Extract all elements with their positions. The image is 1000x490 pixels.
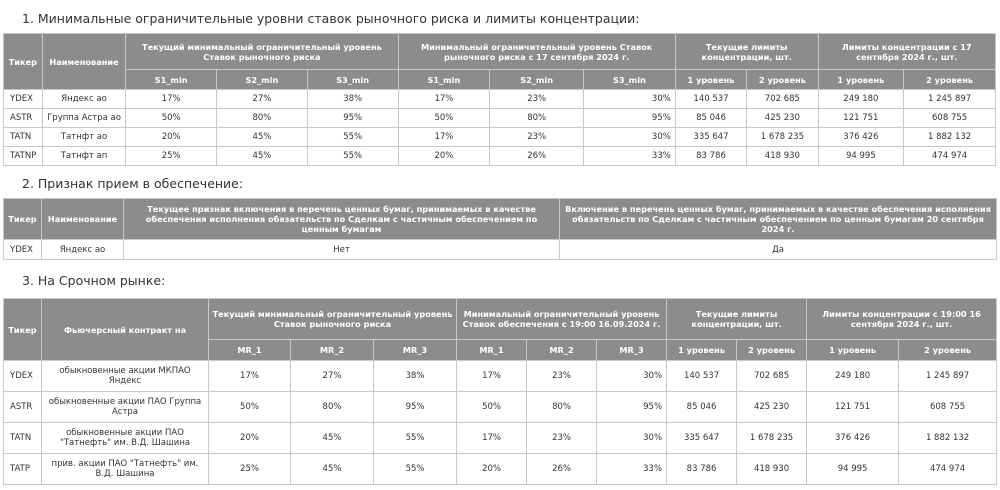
col-current-limits: Текущие лимиты концентрации, шт. — [675, 34, 818, 70]
value-cell: 94 995 — [807, 454, 899, 485]
section2-heading: 2. Признак прием в обеспечение: — [22, 176, 244, 191]
value-cell: 80% — [527, 392, 597, 423]
value-cell: 608 755 — [899, 392, 997, 423]
value-cell: 80% — [217, 109, 308, 128]
col-ticker: Тикер — [4, 199, 42, 240]
value-cell: 30% — [597, 361, 667, 392]
value-cell: 85 046 — [675, 109, 746, 128]
section3-heading: 3. На Срочном рынке: — [22, 273, 166, 288]
table-row — [4, 109, 996, 128]
col-future-min: Минимальный ограничительный уровень Ставок рыночного риска с 17 сентября 2024 г. — [398, 34, 675, 70]
value-cell: 20% — [457, 454, 527, 485]
ticker-cell: YDEX — [4, 90, 43, 109]
value-cell: 27% — [217, 90, 308, 109]
value-cell: 50% — [209, 392, 291, 423]
value-cell: 95% — [374, 392, 457, 423]
value-cell: 376 426 — [818, 128, 904, 147]
value-cell: 95% — [597, 392, 667, 423]
table-row — [4, 392, 997, 423]
subcol: S2_min — [490, 70, 584, 90]
subcol: 1 уровень — [818, 70, 904, 90]
value-cell: 20% — [209, 423, 291, 454]
value-cell: 45% — [291, 423, 374, 454]
name-cell: Группа Астра ао — [42, 109, 126, 128]
table-row — [4, 423, 997, 454]
value-cell: 1 678 235 — [747, 128, 818, 147]
col-name: Наименование — [42, 199, 124, 240]
name-cell: Яндекс ао — [42, 240, 124, 260]
subcol: S2_min — [217, 70, 308, 90]
value-cell: 376 426 — [807, 423, 899, 454]
value-cell: 83 786 — [667, 454, 737, 485]
value-cell: 95% — [307, 109, 398, 128]
subcol: 1 уровень — [675, 70, 746, 90]
value-cell: 55% — [374, 423, 457, 454]
value-cell: 25% — [209, 454, 291, 485]
ticker-cell: YDEX — [4, 361, 42, 392]
value-cell: 418 930 — [737, 454, 807, 485]
subcol: 2 уровень — [904, 70, 996, 90]
subcol: MR_3 — [374, 340, 457, 361]
futures-table — [3, 298, 997, 485]
col-current-collateral: Текущее признак включения в перечень ценных бумаг, принимаемых в качестве обеспечения исполнения обязательств по Сделкам с частичным обеспечением по ценным бумагам — [124, 199, 560, 240]
value-cell: 335 647 — [675, 128, 746, 147]
section1-heading: 1. Минимальные ограничительные уровни ставок рыночного риска и лимиты концентрации: — [22, 11, 640, 26]
subcol: MR_1 — [457, 340, 527, 361]
value-cell: 425 230 — [737, 392, 807, 423]
table-row — [4, 240, 997, 260]
table-row — [4, 90, 996, 109]
subcol: S1_min — [126, 70, 217, 90]
table-row — [4, 147, 996, 166]
table-row — [4, 454, 997, 485]
value-cell: 418 930 — [747, 147, 818, 166]
contract-cell: обыкновенные акции ПАО Группа Астра — [42, 392, 209, 423]
value-cell: 33% — [584, 147, 676, 166]
ticker-cell: TATP — [4, 454, 42, 485]
value-cell: 85 046 — [667, 392, 737, 423]
name-cell: Татнфт ап — [42, 147, 126, 166]
value-cell: 45% — [217, 147, 308, 166]
value-cell: 474 974 — [904, 147, 996, 166]
subcol: 2 уровень — [737, 340, 807, 361]
col-ticker: Тикер — [4, 299, 42, 361]
value-cell: 50% — [126, 109, 217, 128]
subcol: 2 уровень — [899, 340, 997, 361]
subcol: S3_min — [307, 70, 398, 90]
subcol: S1_min — [398, 70, 490, 90]
value-cell: 140 537 — [667, 361, 737, 392]
value-cell: 33% — [597, 454, 667, 485]
value-cell: 55% — [307, 128, 398, 147]
subcol: 1 уровень — [807, 340, 899, 361]
col-name: Наименование — [42, 34, 126, 90]
value-cell: 83 786 — [675, 147, 746, 166]
value-cell: 38% — [374, 361, 457, 392]
col-current-min: Текущий минимальный ограничительный уровень Ставок рыночного риска — [209, 299, 457, 340]
value-cell: 17% — [457, 423, 527, 454]
value-cell: 20% — [398, 147, 490, 166]
value-cell: 17% — [209, 361, 291, 392]
value-cell: 1 882 132 — [904, 128, 996, 147]
value-cell: 121 751 — [807, 392, 899, 423]
value-cell: 27% — [291, 361, 374, 392]
value-cell: Нет — [124, 240, 560, 260]
value-cell: 50% — [398, 109, 490, 128]
contract-cell: обыкновенные акции МКПАО Яндекс — [42, 361, 209, 392]
value-cell: 45% — [217, 128, 308, 147]
value-cell: 94 995 — [818, 147, 904, 166]
value-cell: 26% — [527, 454, 597, 485]
value-cell: 80% — [490, 109, 584, 128]
value-cell: 95% — [584, 109, 676, 128]
value-cell: 702 685 — [737, 361, 807, 392]
value-cell: 45% — [291, 454, 374, 485]
col-current-min: Текущий минимальный ограничительный уровень Ставок рыночного риска — [126, 34, 398, 70]
value-cell: 249 180 — [818, 90, 904, 109]
subcol: S3_min — [584, 70, 676, 90]
value-cell: 140 537 — [675, 90, 746, 109]
subcol: MR_1 — [209, 340, 291, 361]
subcol: 1 уровень — [667, 340, 737, 361]
table-row — [4, 128, 996, 147]
value-cell: 17% — [398, 90, 490, 109]
col-current-limits: Текущие лимиты концентрации, шт. — [667, 299, 807, 340]
value-cell: 608 755 — [904, 109, 996, 128]
value-cell: 20% — [126, 128, 217, 147]
col-ticker: Тикер — [4, 34, 43, 90]
risk-rates-table — [3, 33, 996, 166]
value-cell: 17% — [126, 90, 217, 109]
name-cell: Татнфт ао — [42, 128, 126, 147]
col-future-collateral: Включение в перечень ценных бумаг, принимаемых в качестве обеспечения исполнения обязательств по Сделкам с частичным обеспечением по ценным бумагам 20 сентября 2024 г. — [560, 199, 997, 240]
contract-cell: прив. акции ПАО "Татнефть" им. В.Д. Шашина — [42, 454, 209, 485]
value-cell: 30% — [597, 423, 667, 454]
ticker-cell: YDEX — [4, 240, 42, 260]
value-cell: 23% — [490, 128, 584, 147]
value-cell: 474 974 — [899, 454, 997, 485]
value-cell: 425 230 — [747, 109, 818, 128]
value-cell: 1 882 132 — [899, 423, 997, 454]
ticker-cell: TATN — [4, 128, 43, 147]
col-future-limits: Лимиты концентрации с 19:00 16 сентября 2024 г., шт. — [807, 299, 997, 340]
value-cell: 1 678 235 — [737, 423, 807, 454]
contract-cell: обыкновенные акции ПАО "Татнефть" им. В.Д. Шашина — [42, 423, 209, 454]
subcol: MR_3 — [597, 340, 667, 361]
value-cell: 702 685 — [747, 90, 818, 109]
value-cell: 38% — [307, 90, 398, 109]
name-cell: Яндекс ао — [42, 90, 126, 109]
col-future-limits: Лимиты концентрации с 17 сентября 2024 г., шт. — [818, 34, 995, 70]
value-cell: 249 180 — [807, 361, 899, 392]
value-cell: 50% — [457, 392, 527, 423]
value-cell: 23% — [527, 423, 597, 454]
value-cell: 55% — [307, 147, 398, 166]
value-cell: 30% — [584, 128, 676, 147]
ticker-cell: TATN — [4, 423, 42, 454]
value-cell: 25% — [126, 147, 217, 166]
value-cell: 23% — [527, 361, 597, 392]
value-cell: 30% — [584, 90, 676, 109]
collateral-table — [3, 198, 997, 260]
subcol: MR_2 — [291, 340, 374, 361]
value-cell: 1 245 897 — [904, 90, 996, 109]
value-cell: 80% — [291, 392, 374, 423]
value-cell: 26% — [490, 147, 584, 166]
subcol: 2 уровень — [747, 70, 818, 90]
ticker-cell: ASTR — [4, 392, 42, 423]
col-contract: Фьючерсный контракт на — [42, 299, 209, 361]
value-cell: 23% — [490, 90, 584, 109]
ticker-cell: ASTR — [4, 109, 43, 128]
value-cell: 1 245 897 — [899, 361, 997, 392]
ticker-cell: TATNP — [4, 147, 43, 166]
value-cell: 17% — [457, 361, 527, 392]
value-cell: 17% — [398, 128, 490, 147]
value-cell: 121 751 — [818, 109, 904, 128]
col-future-min: Минимальный ограничительный уровень Ставок обеспечения с 19:00 16.09.2024 г. — [457, 299, 667, 340]
value-cell: 55% — [374, 454, 457, 485]
value-cell: 335 647 — [667, 423, 737, 454]
value-cell: Да — [560, 240, 997, 260]
subcol: MR_2 — [527, 340, 597, 361]
table-row — [4, 361, 997, 392]
